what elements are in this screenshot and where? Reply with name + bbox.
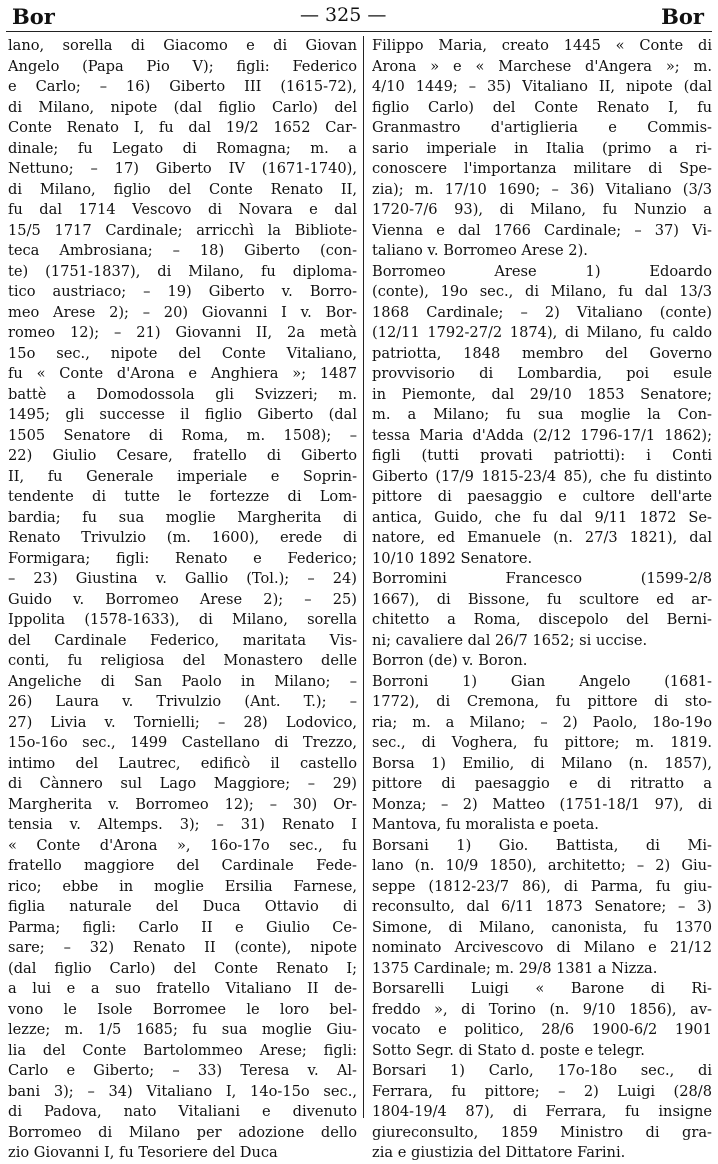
text-line: Angeliche di San Paolo in Milano; – xyxy=(8,672,357,690)
text-line: 4/10 1449; – 35) Vitaliano II, nipote (dal xyxy=(372,78,712,95)
text-line: m. a Milano; fu sua moglie la Con- xyxy=(372,406,712,423)
column-divider xyxy=(363,36,364,1118)
text-line: Borsari 1) Carlo, 17o-18o sec., di xyxy=(372,1062,712,1079)
text-line: Ippolita (1578-1633), di Milano, sorella xyxy=(8,611,357,628)
text-line: Borron (de) v. Boron. xyxy=(372,652,528,669)
text-line: conoscere l'importanza militare di Spe- xyxy=(372,160,712,177)
text-line: Filippo Maria, creato 1445 « Conte di xyxy=(372,37,712,54)
text-line: Monza; – 2) Matteo (1751-18/1 97), di xyxy=(372,795,712,813)
text-line: chitetto a Roma, discepolo del Berni- xyxy=(372,611,712,628)
text-line: in Piemonte, dal 29/10 1853 Senatore; xyxy=(372,385,712,403)
text-line: 1375 Cardinale; m. 29/8 1381 a Nizza. xyxy=(372,959,658,977)
text-line: 22) Giulio Cesare, fratello di Giberto xyxy=(8,447,357,464)
text-line: tessa Maria d'Adda (2/12 1796-17/1 1862); xyxy=(372,426,712,444)
text-line: 27) Livia v. Tornielli; – 28) Lodovico, xyxy=(8,713,357,731)
text-line: (conte), 19o sec., di Milano, fu dal 13/3 xyxy=(372,283,712,300)
text-line: Formigara; figli: Renato e Federico; xyxy=(8,549,357,567)
text-line: 1720-7/6 93), di Milano, fu Nunzio a xyxy=(372,201,712,218)
text-line: « Conte d'Arona », 16o-17o sec., fu xyxy=(8,836,357,854)
text-line: bardia; fu sua moglie Margherita di xyxy=(8,508,357,526)
text-line: (dal figlio Carlo) del Conte Renato I; xyxy=(8,959,357,977)
text-line: a lui e a suo fratello Vitaliano II de- xyxy=(8,980,357,997)
text-line: Arona » e « Marchese d'Angera »; m. xyxy=(372,57,712,75)
text-line: di Milano, nipote (dal figlio Carlo) del xyxy=(8,98,357,116)
text-line: 1868 Cardinale; – 2) Vitaliano (conte) xyxy=(372,303,712,321)
text-line: di Milano, figlio del Conte Renato II, xyxy=(8,180,357,198)
text-line: sec., di Voghera, fu pittore; m. 1819. xyxy=(372,734,712,751)
text-line: pittore di paesaggio e cultore dell'arte xyxy=(372,488,712,505)
text-line: 1804-19/4 87), di Ferrara, fu insigne xyxy=(372,1103,712,1120)
text-line: sario imperiale in Italia (primo a ri- xyxy=(372,139,712,157)
text-line: sare; – 32) Renato II (conte), nipote xyxy=(8,939,357,956)
text-line: 15o-16o sec., 1499 Castellano di Trezzo, xyxy=(8,734,357,751)
text-line: rico; ebbe in moglie Ersilia Farnese, xyxy=(8,877,357,895)
text-line: Nettuno; – 17) Giberto IV (1671-1740), xyxy=(8,160,357,177)
text-line: Borromeo Arese 1) Edoardo xyxy=(372,262,712,280)
page-header xyxy=(0,0,718,30)
text-line: tico austriaco; – 19) Giberto v. Borro- xyxy=(8,283,357,300)
text-line: II, fu Generale imperiale e Soprin- xyxy=(8,467,357,485)
text-line: dinale; fu Legato di Romagna; m. a xyxy=(8,139,357,157)
text-line: natore, ed Emanuele (n. 27/3 1821), dal xyxy=(372,529,712,546)
text-line: Borsa 1) Emilio, di Milano (n. 1857), xyxy=(372,754,712,772)
text-line: romeo 12); – 21) Giovanni II, 2a metà xyxy=(8,324,357,341)
text-line: Borsani 1) Gio. Battista, di Mi- xyxy=(372,836,712,854)
text-line: pittore di paesaggio e di ritratto a xyxy=(372,775,712,792)
text-line: lano (n. 10/9 1850), architetto; – 2) Giu- xyxy=(372,857,712,874)
text-line: tensia v. Altemps. 3); – 31) Renato I xyxy=(8,816,357,833)
text-line: zia e giustizia del Dittatore Farini. xyxy=(372,1144,626,1161)
text-line: seppe (1812-23/7 86), di Parma, fu giu- xyxy=(372,877,712,895)
text-line: ria; m. a Milano; – 2) Paolo, 18o-19o xyxy=(372,713,712,731)
text-line: di Padova, nato Vitaliani e divenuto xyxy=(8,1103,357,1120)
text-line: te) (1751-1837), di Milano, fu diploma- xyxy=(8,262,357,280)
text-line: ni; cavaliere dal 26/7 1652; si uccise. xyxy=(372,631,648,649)
text-line: Parma; figli: Carlo II e Giulio Ce- xyxy=(8,918,357,936)
page-number: — 325 — xyxy=(300,4,387,26)
text-line: Carlo e Giberto; – 33) Teresa v. Al- xyxy=(8,1062,357,1079)
text-line: giureconsulto, 1859 Ministro di gra- xyxy=(372,1123,712,1141)
text-line: 1667), di Bissone, fu scultore ed ar- xyxy=(372,590,712,608)
text-line: freddo », di Torino (n. 9/10 1856), av- xyxy=(372,1000,712,1018)
text-line: Borroni 1) Gian Angelo (1681- xyxy=(372,672,712,690)
text-line: battè a Domodossola gli Svizzeri; m. xyxy=(8,385,357,403)
text-line: del Cardinale Federico, maritata Vis- xyxy=(8,631,357,649)
text-line: lia del Conte Bartolommeo Arese; figli: xyxy=(8,1041,357,1059)
text-line: 26) Laura v. Trivulzio (Ant. T.); – xyxy=(8,693,357,710)
text-line: Simone, di Milano, canonista, fu 1370 xyxy=(372,918,712,936)
text-line: Mantova, fu moralista e poeta. xyxy=(372,816,599,833)
text-line: antica, Guido, che fu dal 9/11 1872 Se- xyxy=(372,508,712,526)
text-line: Granmastro d'artiglieria e Commis- xyxy=(372,119,712,136)
text-line: Borromini Francesco (1599-2/8 xyxy=(372,570,712,587)
text-line: fu dal 1714 Vescovo di Novara e dal xyxy=(8,201,357,218)
header-right-keyword: Bor xyxy=(661,4,704,29)
text-line: 15o sec., nipote del Conte Vitaliano, xyxy=(8,344,357,362)
text-line: (12/11 1792-27/2 1874), di Milano, fu caldo xyxy=(372,324,712,341)
text-line: reconsulto, dal 6/11 1873 Senatore; – 3) xyxy=(372,898,712,915)
text-line: teca Ambrosiana; – 18) Giberto (con- xyxy=(8,242,357,259)
text-line: taliano v. Borromeo Arese 2). xyxy=(372,242,588,259)
text-line: vocato e politico, 28/6 1900-6/2 1901 xyxy=(372,1021,712,1038)
text-line: 1772), di Cremona, fu pittore di sto- xyxy=(372,693,712,710)
text-line: tendente di tutte le fortezze di Lom- xyxy=(8,488,357,505)
text-line: Ferrara, fu pittore; – 2) Luigi (28/8 xyxy=(372,1082,712,1100)
text-line: bani 3); – 34) Vitaliano I, 14o-15o sec., xyxy=(8,1082,357,1100)
text-line: 10/10 1892 Senatore. xyxy=(372,549,533,567)
text-line: Margherita v. Borromeo 12); – 30) Or- xyxy=(8,795,357,813)
text-line: di Cànnero sul Lago Maggiore; – 29) xyxy=(8,775,357,792)
text-line: e Carlo; – 16) Giberto III (1615-72), xyxy=(8,78,357,95)
text-line: lezze; m. 1/5 1685; fu sua moglie Giu- xyxy=(8,1021,357,1038)
text-line: Giberto (17/9 1815-23/4 85), che fu distinto xyxy=(372,467,712,485)
text-line: Vienna e dal 1766 Cardinale; – 37) Vi- xyxy=(372,221,712,239)
text-line: figlia naturale del Duca Ottavio di xyxy=(8,898,357,915)
text-line: intimo del Lautrec, edificò il castello xyxy=(8,754,357,772)
text-line: lano, sorella di Giacomo e di Giovan xyxy=(8,37,357,54)
text-line: conti, fu religiosa del Monastero delle xyxy=(8,652,357,669)
text-line: 1495; gli successe il figlio Giberto (dal xyxy=(8,406,357,423)
text-line: Angelo (Papa Pio V); figli: Federico xyxy=(8,57,357,75)
text-line: Sotto Segr. di Stato d. poste e telegr. xyxy=(372,1041,645,1059)
text-line: patriotta, 1848 membro del Governo xyxy=(372,344,712,362)
text-line: vono le Isole Borromee le loro bel- xyxy=(8,1000,357,1018)
text-line: provvisorio di Lombardia, poi esule xyxy=(372,365,712,382)
text-line: nominato Arcivescovo di Milano e 21/12 xyxy=(372,939,712,956)
text-line: Guido v. Borromeo Arese 2); – 25) xyxy=(8,590,357,608)
text-line: Renato Trivulzio (m. 1600), erede di xyxy=(8,529,357,546)
text-line: Conte Renato I, fu dal 19/2 1652 Car- xyxy=(8,119,357,136)
header-left-keyword: Bor xyxy=(12,4,55,29)
text-line: figli (tutti provati patriotti): i Conti xyxy=(372,447,712,464)
text-line: meo Arese 2); – 20) Giovanni I v. Bor- xyxy=(8,303,357,321)
text-line: Borsarelli Luigi « Barone di Ri- xyxy=(372,980,712,997)
text-line: fu « Conte d'Arona e Anghiera »; 1487 xyxy=(8,365,357,382)
text-line: 15/5 1717 Cardinale; arricchì la Bibliote- xyxy=(8,221,357,239)
text-line: zia); m. 17/10 1690; – 36) Vitaliano (3/3 xyxy=(372,180,712,198)
text-line: 1505 Senatore di Roma, m. 1508); – xyxy=(8,426,357,444)
left-column xyxy=(8,36,357,1164)
text-line: Borromeo di Milano per adozione dello xyxy=(8,1123,357,1141)
text-line: fratello maggiore del Cardinale Fede- xyxy=(8,857,357,874)
text-line: zio Giovanni I, fu Tesoriere del Duca xyxy=(8,1144,278,1161)
text-line: – 23) Giustina v. Gallio (Tol.); – 24) xyxy=(8,570,357,587)
header-rule xyxy=(6,31,712,32)
right-column xyxy=(372,36,712,1164)
text-line: figlio Carlo) del Conte Renato I, fu xyxy=(372,98,712,116)
